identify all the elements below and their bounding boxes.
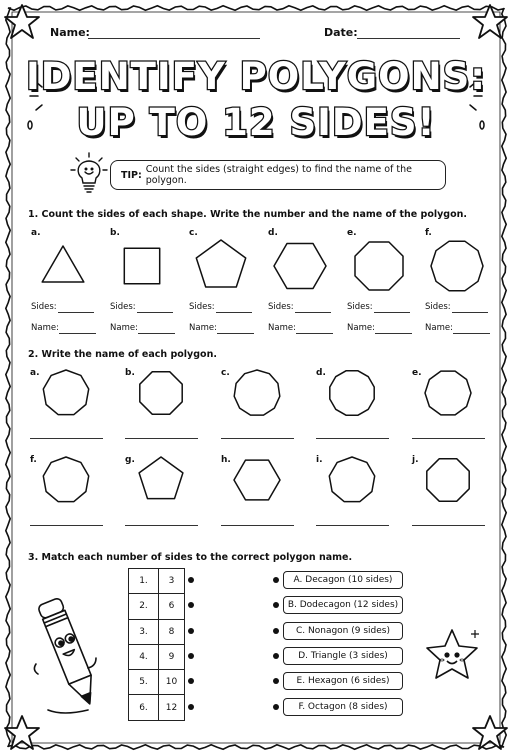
name-label: Name: xyxy=(189,323,217,333)
match-dot-right[interactable] xyxy=(273,628,279,634)
table-row xyxy=(129,670,185,695)
sides-answer-field[interactable] xyxy=(137,312,173,313)
name-label: Name: xyxy=(347,323,375,333)
table-row xyxy=(129,594,185,619)
page-subtitle: UP TO 12 SIDES! xyxy=(76,101,436,144)
item-letter: h. xyxy=(221,455,231,465)
polygon-name-option: B. Dodecagon (12 sides) xyxy=(283,596,403,614)
sides-label: Sides: xyxy=(425,302,451,312)
match-dot-left[interactable] xyxy=(188,704,194,710)
polygon-name-field[interactable] xyxy=(125,525,198,526)
polygon-5-sides xyxy=(139,457,183,499)
polygon-name-field[interactable] xyxy=(221,438,294,439)
polygon-4-sides xyxy=(124,248,159,283)
sides-label: Sides: xyxy=(189,302,215,312)
name-label: Name: xyxy=(50,26,90,39)
sides-answer-field[interactable] xyxy=(374,312,410,313)
polygon-8-sides xyxy=(140,372,182,414)
page-title: IDENTIFY POLYGONS: xyxy=(25,55,487,98)
polygon-8-sides xyxy=(355,242,403,290)
row-number: 1. xyxy=(129,569,159,594)
name-answer-field[interactable] xyxy=(453,333,490,334)
polygon-name-field[interactable] xyxy=(30,438,103,439)
name-answer-field[interactable] xyxy=(59,333,96,334)
name-answer-field[interactable] xyxy=(138,333,175,334)
polygon-3-sides xyxy=(42,246,84,282)
name-field[interactable] xyxy=(88,38,260,39)
polygon-name-option: E. Hexagon (6 sides) xyxy=(283,672,403,690)
item-letter: i. xyxy=(316,455,323,465)
item-letter: b. xyxy=(125,368,135,378)
pencil-character-icon xyxy=(28,590,108,720)
name-label: Name: xyxy=(268,323,296,333)
polygon-5-sides xyxy=(196,240,245,287)
name-label: Name: xyxy=(425,323,453,333)
polygon-9-sides xyxy=(43,370,88,415)
date-label: Date: xyxy=(324,26,358,39)
sides-count: 9 xyxy=(159,644,185,669)
item-letter: c. xyxy=(189,228,198,238)
sides-answer-field[interactable] xyxy=(295,312,331,313)
tip-text: Count the sides (straight edges) to find the name of the polygon. xyxy=(145,164,412,186)
row-number: 5. xyxy=(129,670,159,695)
polygon-name-option: C. Nonagon (9 sides) xyxy=(283,622,403,640)
section2-heading: 2. Write the name of each polygon. xyxy=(28,349,217,360)
table-row xyxy=(129,569,185,594)
polygon-name-field[interactable] xyxy=(30,525,103,526)
polygon-name-option: A. Decagon (10 sides) xyxy=(283,571,403,589)
name-answer-field[interactable] xyxy=(296,333,333,334)
tip-label: TIP: xyxy=(121,169,142,181)
polygon-12-sides xyxy=(330,371,374,415)
section1-shapes xyxy=(0,225,512,295)
item-letter: f. xyxy=(30,455,37,465)
polygon-name-field[interactable] xyxy=(125,438,198,439)
row-number: 6. xyxy=(129,695,159,720)
polygon-10-sides xyxy=(431,241,483,290)
sides-count: 12 xyxy=(159,695,185,720)
star-icon xyxy=(473,716,507,749)
item-letter: d. xyxy=(316,368,326,378)
sides-count: 8 xyxy=(159,619,185,644)
item-letter: b. xyxy=(110,228,120,238)
sides-answer-field[interactable] xyxy=(452,312,488,313)
sides-count: 3 xyxy=(159,569,185,594)
section2-shapes xyxy=(0,360,512,520)
sides-table xyxy=(128,568,185,721)
polygon-name-option: D. Triangle (3 sides) xyxy=(283,647,403,665)
sides-count: 6 xyxy=(159,594,185,619)
item-letter: c. xyxy=(221,368,230,378)
item-letter: e. xyxy=(347,228,357,238)
section3-heading: 3. Match each number of sides to the correct polygon name. xyxy=(28,552,353,563)
polygon-name-option: F. Octagon (8 sides) xyxy=(283,698,403,716)
row-number: 4. xyxy=(129,644,159,669)
polygon-6-sides xyxy=(274,244,326,289)
lightbulb-icon xyxy=(70,150,108,196)
match-dot-right[interactable] xyxy=(273,653,279,659)
section1-heading: 1. Count the sides of each shape. Write the number and the name of the polygon. xyxy=(28,209,467,220)
item-letter: g. xyxy=(125,455,135,465)
polygon-name-field[interactable] xyxy=(412,525,485,526)
polygon-10-sides xyxy=(425,371,471,415)
tip-box xyxy=(110,160,446,190)
table-row xyxy=(129,695,185,720)
date-field[interactable] xyxy=(357,38,460,39)
match-dot-right[interactable] xyxy=(273,704,279,710)
table-row xyxy=(129,619,185,644)
polygon-name-field[interactable] xyxy=(316,525,389,526)
sides-label: Sides: xyxy=(268,302,294,312)
match-dot-right[interactable] xyxy=(273,577,279,583)
polygon-name-field[interactable] xyxy=(412,438,485,439)
sides-label: Sides: xyxy=(347,302,373,312)
sides-label: Sides: xyxy=(110,302,136,312)
name-label: Name: xyxy=(31,323,59,333)
item-letter: j. xyxy=(412,455,419,465)
name-answer-field[interactable] xyxy=(375,333,412,334)
polygon-9-sides xyxy=(329,457,374,502)
name-answer-field[interactable] xyxy=(217,333,254,334)
name-label: Name: xyxy=(110,323,138,333)
sides-count: 10 xyxy=(159,670,185,695)
match-dot-left[interactable] xyxy=(188,628,194,634)
item-letter: a. xyxy=(30,368,40,378)
match-dot-left[interactable] xyxy=(188,577,194,583)
item-letter: f. xyxy=(425,228,432,238)
table-row xyxy=(129,644,185,669)
sides-answer-field[interactable] xyxy=(216,312,252,313)
item-letter: d. xyxy=(268,228,278,238)
smiling-star-icon xyxy=(420,622,490,692)
polygon-name-field[interactable] xyxy=(316,438,389,439)
sides-label: Sides: xyxy=(31,302,57,312)
sides-answer-field[interactable] xyxy=(58,312,94,313)
polygon-9-sides xyxy=(43,457,88,502)
polygon-name-field[interactable] xyxy=(221,525,294,526)
row-number: 2. xyxy=(129,594,159,619)
item-letter: a. xyxy=(31,228,41,238)
match-dot-left[interactable] xyxy=(188,653,194,659)
row-number: 3. xyxy=(129,619,159,644)
polygon-8-sides xyxy=(427,459,469,501)
polygon-6-sides xyxy=(234,460,280,500)
polygon-11-sides xyxy=(234,370,280,415)
item-letter: e. xyxy=(412,368,422,378)
